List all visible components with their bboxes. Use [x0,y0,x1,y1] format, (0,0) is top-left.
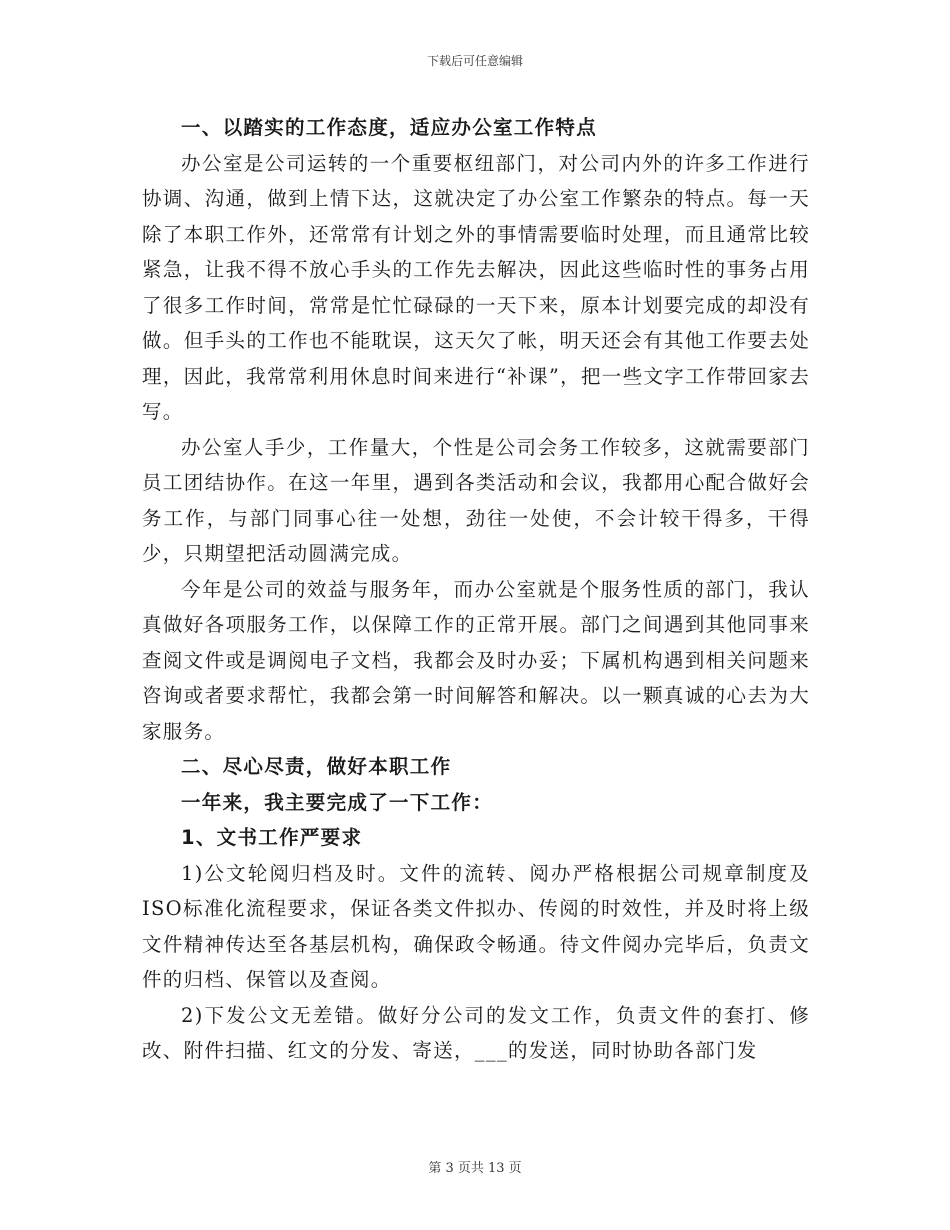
section-heading-2: 二、尽心尽责，做好本职工作 [181,755,452,778]
section-heading-1: 一、以踏实的工作态度，适应办公室工作特点 [181,116,598,139]
subheading-work-done: 一年来，我主要完成了一下工作： [181,790,494,814]
paragraph-office-hub: 办公室是公司运转的一个重要枢纽部门，对公司内外的许多工作进行协调、沟通，做到上情下达，这就决定了办公室工作繁杂的特点。每一天除了本职工作外，还常常有计划之外的事情需要临时处理，而且通常比较紧急，让我不得不放心手头的工作先去解决，因此这些临时性的事务占用了很多工作时间，常常是忙忙碌碌的一天下来，原本计划要完成的却没有做。但手头的工作也不能耽误，这天欠了帐，明天还会有其他工作要去处理，因此，我常常利用休息时间来进行“补课”，把一些文字工作带回家去写。 [142,151,810,423]
paragraph-archiving: 1)公文轮阅归档及时。文件的流转、阅办严格根据公司规章制度及ISO标准化流程要求，保证各类文件拟办、传阅的时效性，并及时将上级文件精神传达至各基层机构，确保政令畅通。待文件阅办完毕后，负责文件的归档、保管以及查阅。 [142,861,810,991]
paragraph-issuing: 2)下发公文无差错。做好分公司的发文工作，负责文件的套打、修改、附件扫描、红文的分发、寄送，___的发送，同时协助各部门发 [142,1003,810,1062]
document-body [142,110,810,1069]
paragraph-service-year: 今年是公司的效益与服务年，而办公室就是个服务性质的部门，我认真做好各项服务工作，以保障工作的正常开展。部门之间遇到其他同事来查阅文件或是调阅电子文档，我都会及时办妥；下属机构遇到相关问题来咨询或者要求帮忙，我都会第一时间解答和解决。以一颗真诚的心去为大家服务。 [142,577,810,743]
page-footer: 第 3 页共 13 页 [428,1161,522,1176]
page-header: 下载后可任意编辑 [426,54,523,68]
subheading-document-work: 1、文书工作严要求 [181,826,363,849]
paragraph-teamwork: 办公室人手少，工作量大，个性是公司会务工作较多，这就需要部门员工团结协作。在这一年里，遇到各类活动和会议，我都用心配合做好会务工作，与部门同事心往一处想，劲往一处使，不会计较干得多，干得少，只期望把活动圆满完成。 [142,435,810,565]
